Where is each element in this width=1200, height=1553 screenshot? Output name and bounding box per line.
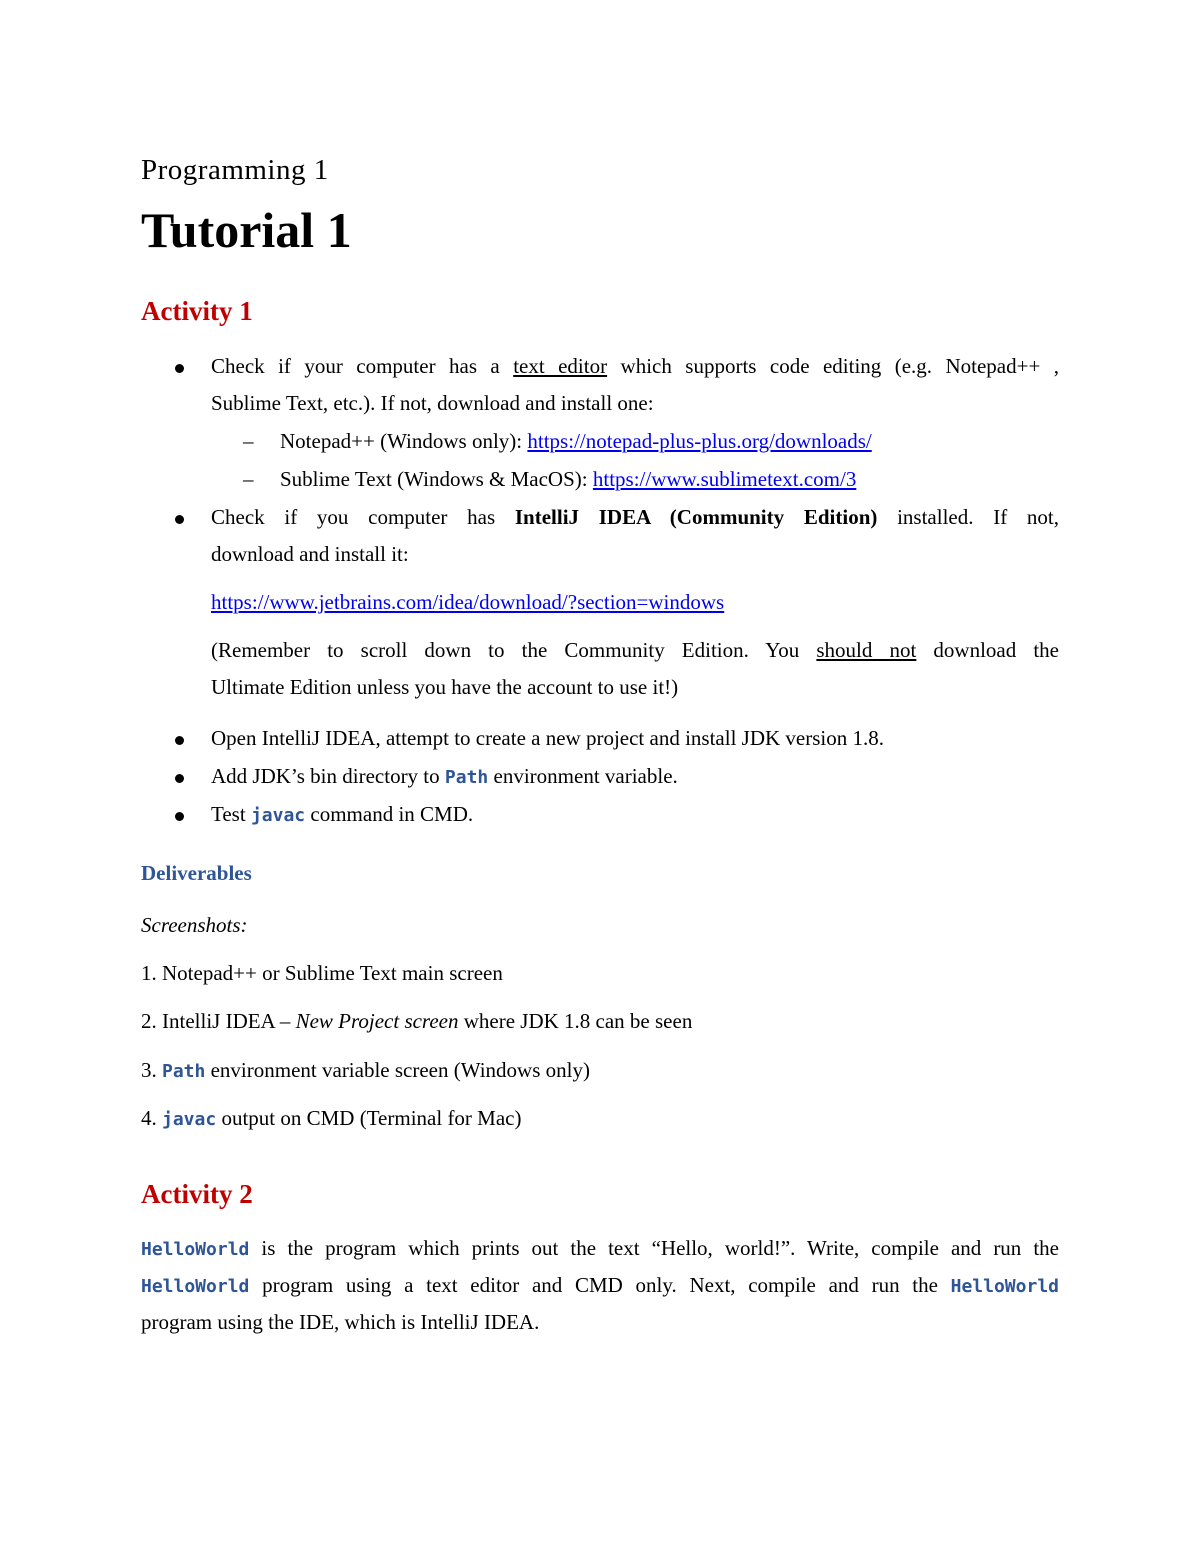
activity-1-bullet-2-line-2: download and install it: [211,542,409,566]
intellij-download-link-row [211,587,724,617]
activity-1-note-line-2: Ultimate Edition unless you have the account to use it!) [211,675,679,699]
deliverables-heading: Deliverables [141,861,252,885]
activity-1-bullet-2-line-1: Check if you computer has IntelliJ IDEA (Community Edition) installed. If not, [211,505,1059,529]
bullet-icon [175,812,184,821]
activity-2-line-1: HelloWorld is the program which prints out the text “Hello, world!”. Write, compile and run the [141,1236,1059,1260]
sub-item-notepad: Notepad++ (Windows only): https://notepad-plus-plus.org/downloads/ [280,429,872,453]
activity-1-note-line-1: (Remember to scroll down to the Community Edition. You should not download the [211,638,1060,662]
activity-1-bullet-3: Open IntelliJ IDEA, attempt to create a new project and install JDK version 1.8. [211,726,884,750]
sublime-download-link[interactable]: https://www.sublimetext.com/3 [592,467,857,491]
screenshots-label: Screenshots: [141,913,248,937]
intellij-download-link[interactable]: https://www.jetbrains.com/idea/download/?section=windows [211,590,725,614]
bullet-icon [175,515,184,524]
page-title: Tutorial 1 [141,202,352,258]
activity-1-bullet-1-line-2: Sublime Text, etc.). If not, download and install one: [211,391,654,415]
deliverable-item-1: 1. Notepad++ or Sublime Text main screen [141,961,503,985]
deliverable-item-3: 3. Path environment variable screen (Windows only) [141,1058,590,1082]
bullet-icon [175,774,184,783]
activity-2-heading: Activity 2 [141,1179,253,1209]
deliverable-item-2: 2. IntelliJ IDEA – New Project screen where JDK 1.8 can be seen [141,1009,693,1033]
activity-1-bullet-5: Test javac command in CMD. [211,802,474,826]
deliverable-item-4: 4. javac output on CMD (Terminal for Mac) [141,1106,522,1130]
bullet-icon [175,364,184,373]
course-subtitle: Programming 1 [141,154,329,186]
activity-1-heading: Activity 1 [141,296,253,326]
bullet-icon [175,736,184,745]
activity-2-line-2: HelloWorld program using a text editor and CMD only. Next, compile and run the HelloWorld [141,1273,1059,1297]
notepad-download-link[interactable]: https://notepad-plus-plus.org/downloads/ [527,429,872,453]
dash-icon: – [243,429,254,453]
activity-2-line-3: program using the IDE, which is IntelliJ IDEA. [141,1310,540,1334]
activity-1-bullet-1-line-1: Check if your computer has a text editor which supports code editing (e.g. Notepad++ , [211,354,1059,378]
activity-1-bullet-4: Add JDK’s bin directory to Path environment variable. [211,764,678,788]
sub-item-sublime: Sublime Text (Windows & MacOS): https://www.sublimetext.com/3 [280,467,857,491]
dash-icon: – [243,467,254,491]
